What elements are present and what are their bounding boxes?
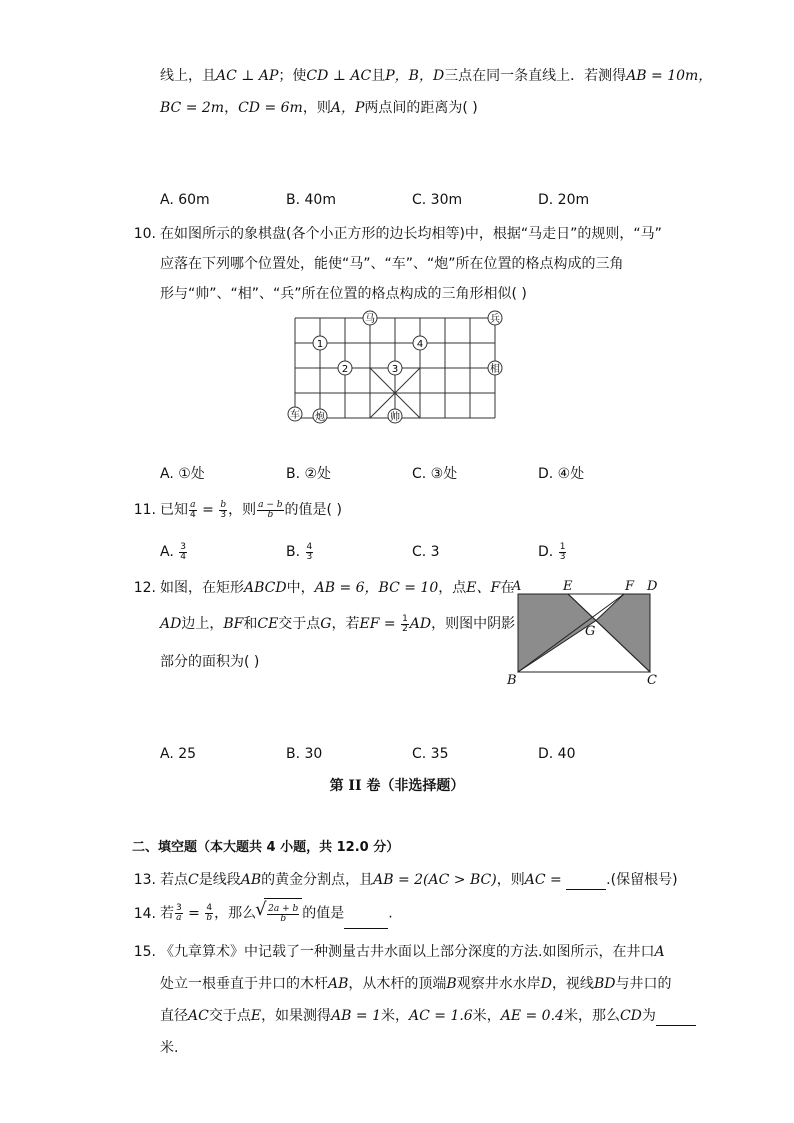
q15-line3: 直径AC交于点E，如果测得AB = 1米，AC = 1.6米，AE = 0.4米，那么CD为 [160, 1006, 696, 1026]
q10-line2: 应落在下列哪个位置处，能使“马”、“车”、“炮”所在位置的格点构成的三角 [160, 256, 624, 272]
mark-3 [388, 361, 402, 375]
piece-xiang [488, 361, 502, 375]
label-c: C [647, 673, 657, 688]
q11-number: 11. [133, 502, 156, 518]
label-e: E [563, 579, 573, 594]
fraction-b-over-3: $\frac{b}{3}$ [220, 499, 227, 520]
svg-text:相: 相 [490, 364, 500, 375]
q11-option-c[interactable]: C. 3 [412, 544, 440, 560]
q12-number: 12. [133, 580, 156, 596]
shaded-right-region [596, 594, 650, 672]
svg-text:3: 3 [391, 364, 399, 375]
q10-option-a[interactable]: A. ①处 [160, 466, 205, 482]
section-title: 第 II 卷（非选择题） [329, 778, 465, 794]
q13-number: 13. [133, 872, 156, 888]
q15-answer-blank[interactable] [656, 1011, 696, 1026]
label-b: B [507, 673, 517, 688]
piece-bing [488, 311, 502, 325]
q10-line3: 形与“帅”、“相”、“兵”所在位置的格点构成的三角形相似( ) [160, 286, 527, 302]
fraction-a-minus-b-over-b: $\frac{a - b}{b}$ [258, 499, 283, 520]
svg-text:帅: 帅 [390, 412, 400, 423]
piece-shuai [388, 409, 402, 423]
mark-2 [338, 361, 352, 375]
svg-text:兵: 兵 [490, 314, 500, 325]
q9-line2: BC = 2m，CD = 6m，则A，P两点间的距离为( ) [160, 100, 478, 116]
label-g: G [585, 624, 596, 639]
q12-line3: 部分的面积为( ) [160, 654, 260, 670]
chessboard-figure [280, 310, 510, 430]
q12-line1: 如图，在矩形ABCD中，AB = 6，BC = 10，点E、F在 [160, 580, 515, 596]
q9-option-a[interactable]: A. 60m [160, 192, 210, 208]
q10-number: 10. [133, 226, 156, 242]
svg-text:炮: 炮 [315, 412, 325, 423]
q15-number: 15. [133, 944, 156, 960]
q11-option-a[interactable]: A. $\frac{3}{4}$ [160, 541, 186, 562]
square-root: √ $\frac{2a + b}{b}$ [264, 898, 302, 929]
q12-option-a[interactable]: A. 25 [160, 746, 197, 762]
piece-che [288, 407, 302, 421]
fraction-one-half: $\frac{1}{2}$ [402, 613, 408, 634]
svg-text:2: 2 [341, 364, 349, 375]
q11-option-b[interactable]: B. $\frac{4}{3}$ [286, 541, 313, 562]
q12-option-c[interactable]: C. 35 [412, 746, 449, 762]
part-heading: 二、填空题（本大题共 4 小题，共 12.0 分） [132, 840, 400, 855]
q14-stem: 若 $\frac{3}{a}$ = $\frac{4}{b}$ ，那么 √ $\frac{2a + b}{b}$ 的值是 . [160, 898, 393, 929]
q9-option-c[interactable]: C. 30m [412, 192, 463, 208]
q14-number: 14. [133, 906, 156, 922]
fraction-a-over-4: $\frac{a}{4}$ [190, 499, 196, 520]
q15-line2: 处立一根垂直于井口的木杆AB，从木杆的顶端B观察井水水岸D，视线BD与井口的 [160, 976, 672, 992]
svg-text:1: 1 [316, 339, 324, 350]
q9-option-d[interactable]: D. 20m [538, 192, 590, 208]
piece-ma [363, 311, 377, 325]
svg-text:4: 4 [416, 339, 424, 350]
q11-stem: 已知 $\frac{a}{4}$ = $\frac{b}{3}$ ，则 $\frac{a - b}{b}$ 的值是( ) [160, 499, 342, 520]
q13-answer-blank[interactable] [566, 875, 606, 890]
q9-line1: 线上，且AC ⊥ AP；使CD ⊥ AC且P，B，D三点在同一条直线上．若测得AB = 10m， [160, 68, 713, 84]
q15-line4: 米. [160, 1040, 179, 1056]
label-a: A [512, 579, 522, 594]
q10-line1: 在如图所示的象棋盘(各个小正方形的边长均相等)中，根据“马走日”的规则，“马” [160, 226, 662, 242]
q10-option-d[interactable]: D. ④处 [538, 466, 585, 482]
q12-option-d[interactable]: D. 40 [538, 746, 576, 762]
q11-option-d[interactable]: D. $\frac{1}{3}$ [538, 541, 566, 562]
q15-line1: 《九章算术》中记载了一种测量古井水面以上部分深度的方法.如图所示，在井口A [160, 944, 665, 960]
fraction-4-over-b: $\frac{4}{b}$ [206, 903, 213, 923]
svg-text:马: 马 [365, 314, 375, 325]
q10-option-b[interactable]: B. ②处 [286, 466, 332, 482]
mark-1 [313, 336, 327, 350]
fraction-3-over-a: $\frac{3}{a}$ [176, 903, 182, 923]
q10-option-c[interactable]: C. ③处 [412, 466, 458, 482]
q9-option-b[interactable]: B. 40m [286, 192, 336, 208]
rectangle-figure [504, 576, 664, 688]
q12-option-b[interactable]: B. 30 [286, 746, 323, 762]
label-d: D [647, 579, 658, 594]
svg-text:车: 车 [290, 410, 300, 421]
piece-pao [313, 409, 327, 423]
q13-stem: 若点C是线段AB的黄金分割点，且AB = 2(AC > BC)，则AC = .(保留根号) [160, 872, 678, 888]
q12-line2: AD边上，BF和CE交于点G，若EF = $\frac{1}{2}$ AD，则图中阴影 [160, 613, 516, 634]
mark-4 [413, 336, 427, 350]
label-f: F [625, 579, 635, 594]
q14-answer-blank[interactable] [344, 914, 388, 929]
